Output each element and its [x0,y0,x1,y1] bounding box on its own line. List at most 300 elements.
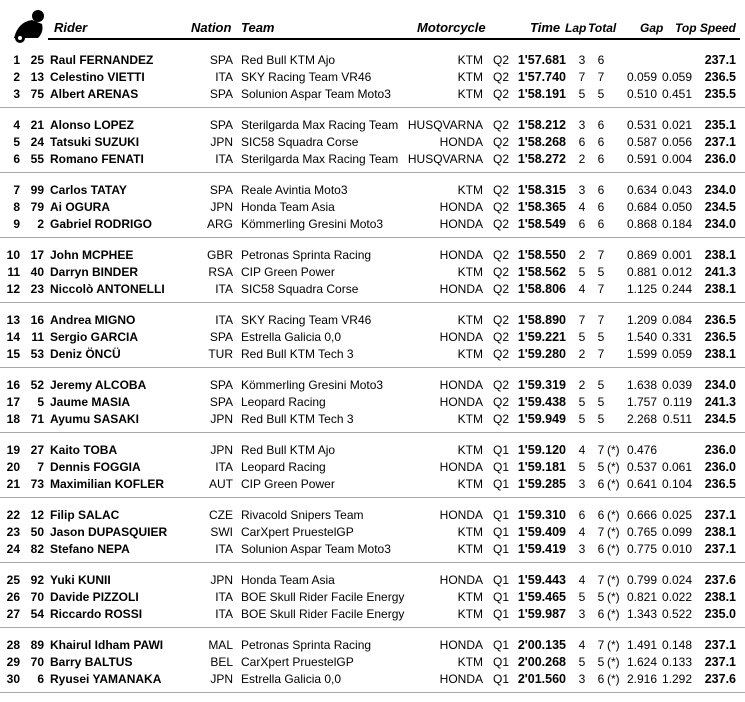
table-row [0,654,745,671]
cell-rider: Maximilian KOFLER [50,477,165,491]
cell-pos: 22 [6,508,20,522]
cell-lap: 6 [578,217,586,231]
cell-nation: JPN [210,672,233,686]
cell-num: 13 [30,70,44,84]
table-row [0,182,745,199]
cell-top-speed: 237.1 [704,508,736,522]
cell-num: 21 [30,118,44,132]
cell-lap: 5 [578,460,586,474]
cell-nation: BEL [210,655,233,669]
cell-top-speed: 241.3 [704,265,736,279]
cell-gap: 1.638 [626,378,657,392]
cell-rider: Gabriel RODRIGO [50,217,153,231]
cell-lap: 3 [578,672,586,686]
cell-total: 7 [597,638,605,652]
cell-gap: 0.869 [626,248,657,262]
table-row [0,524,745,541]
cell-star: (*) [607,542,620,556]
cell-motorcycle: KTM [457,542,483,556]
cell-total: 7 [597,313,605,327]
cell-gap: 0.821 [626,590,657,604]
table-row [0,216,745,233]
cell-total: 7 [597,70,605,84]
table-row [0,442,745,459]
cell-time: 1'59.443 [517,573,566,587]
cell-rider: Filip SALAC [50,508,120,522]
cell-total: 7 [597,525,605,539]
cell-gap: 1.757 [626,395,657,409]
cell-pos: 17 [6,395,20,409]
cell-num: 89 [30,638,44,652]
cell-motorcycle: HONDA [439,378,483,392]
result-group [0,572,745,628]
cell-gap: 0.476 [626,443,657,457]
cell-session: Q1 [493,477,510,491]
cell-team: Estrella Galicia 0,0 [241,672,342,686]
cell-team: Kömmerling Gresini Moto3 [241,378,384,392]
cell-pos: 8 [13,200,20,214]
cell-gap: 0.881 [626,265,657,279]
table-row [0,329,745,346]
cell-team: Leopard Racing [241,395,326,409]
cell-pos: 23 [6,525,20,539]
cell-top-speed: 236.5 [704,477,736,491]
cell-team: Leopard Racing [241,460,326,474]
cell-nation: ITA [215,313,233,327]
cell-rider: Ayumu SASAKI [50,412,139,426]
cell-motorcycle: KTM [457,443,483,457]
cell-num: 55 [30,152,44,166]
cell-num: 40 [30,265,44,279]
cell-rider: Niccolò ANTONELLI [50,282,165,296]
cell-nation: SPA [209,330,233,344]
cell-gap-previous: 0.056 [661,135,692,149]
cell-team: Red Bull KTM Ajo [241,53,336,67]
cell-gap-previous: 0.050 [661,200,692,214]
cell-top-speed: 241.3 [704,395,736,409]
cell-gap-previous: 1.292 [661,672,692,686]
cell-motorcycle: KTM [457,70,483,84]
cell-top-speed: 236.0 [704,443,736,457]
results-table [0,52,745,702]
cell-nation: ITA [215,607,233,621]
cell-pos: 21 [6,477,20,491]
cell-lap: 5 [578,330,586,344]
cell-session: Q2 [493,395,510,409]
cell-team: Rivacold Snipers Team [241,508,364,522]
result-group [0,507,745,563]
table-row [0,411,745,428]
cell-total: 6 [597,542,605,556]
cell-time: 1'59.280 [517,347,566,361]
cell-gap-previous: 0.244 [661,282,692,296]
cell-rider: Jeremy ALCOBA [50,378,147,392]
cell-session: Q1 [493,525,510,539]
cell-gap: 1.491 [626,638,657,652]
cell-num: 7 [37,460,44,474]
cell-pos: 1 [13,53,20,67]
cell-num: 12 [30,508,44,522]
cell-total: 5 [597,655,605,669]
cell-time: 1'59.949 [517,412,566,426]
cell-num: 6 [37,672,44,686]
cell-lap: 5 [578,655,586,669]
cell-star: (*) [607,508,620,522]
cell-total: 6 [597,607,605,621]
cell-lap: 3 [578,53,586,67]
cell-time: 1'59.319 [517,378,566,392]
cell-pos: 4 [13,118,20,132]
cell-team: Solunion Aspar Team Moto3 [241,87,391,101]
cell-motorcycle: HONDA [439,573,483,587]
cell-team: BOE Skull Rider Facile Energy [241,607,405,621]
header-nation: Nation [191,20,232,35]
cell-top-speed: 236.0 [704,460,736,474]
cell-gap-previous: 0.331 [661,330,692,344]
cell-team: Kömmerling Gresini Moto3 [241,217,384,231]
cell-num: 23 [30,282,44,296]
table-row [0,394,745,411]
cell-total: 6 [597,217,605,231]
cell-total: 6 [597,477,605,491]
cell-pos: 9 [13,217,20,231]
cell-total: 6 [597,672,605,686]
cell-gap: 1.209 [626,313,657,327]
cell-team: CarXpert PruestelGP [241,655,354,669]
cell-motorcycle: KTM [457,590,483,604]
cell-total: 6 [597,135,605,149]
cell-motorcycle: HONDA [439,395,483,409]
cell-num: 27 [30,443,44,457]
cell-rider: Alonso LOPEZ [50,118,134,132]
cell-nation: ITA [215,282,233,296]
cell-rider: John MCPHEE [50,248,134,262]
cell-pos: 5 [13,135,20,149]
table-row [0,606,745,623]
cell-gap-previous: 0.021 [661,118,692,132]
cell-gap-previous: 0.010 [661,542,692,556]
cell-top-speed: 238.1 [704,248,736,262]
cell-star: (*) [607,607,620,621]
cell-session: Q2 [493,135,510,149]
cell-team: Sterilgarda Max Racing Team [241,118,399,132]
table-row [0,346,745,363]
cell-pos: 3 [13,87,20,101]
cell-total: 7 [597,248,605,262]
cell-rider: Ryusei YAMANAKA [50,672,162,686]
cell-num: 92 [30,573,44,587]
cell-motorcycle: KTM [457,87,483,101]
cell-star: (*) [607,443,620,457]
cell-team: Red Bull KTM Tech 3 [241,347,354,361]
cell-rider: Jason DUPASQUIER [50,525,168,539]
cell-session: Q2 [493,412,510,426]
cell-top-speed: 234.5 [704,200,736,214]
cell-gap: 0.641 [626,477,657,491]
cell-top-speed: 237.1 [704,135,736,149]
table-row [0,281,745,298]
cell-total: 7 [597,573,605,587]
cell-nation: RSA [208,265,233,279]
cell-gap: 1.599 [626,347,657,361]
cell-rider: Darryn BINDER [50,265,139,279]
cell-session: Q2 [493,87,510,101]
cell-gap-previous: 0.184 [661,217,692,231]
cell-num: 53 [30,347,44,361]
cell-nation: SPA [209,378,233,392]
cell-nation: ARG [206,217,233,231]
cell-gap-previous: 0.061 [661,460,692,474]
cell-rider: Andrea MIGNO [50,313,136,327]
cell-time: 1'59.987 [517,607,566,621]
cell-gap: 1.540 [626,330,657,344]
cell-gap: 1.125 [626,282,657,296]
cell-num: 73 [30,477,44,491]
cell-motorcycle: KTM [457,53,483,67]
cell-top-speed: 236.0 [704,152,736,166]
table-row [0,52,745,69]
cell-pos: 26 [6,590,20,604]
cell-motorcycle: KTM [457,347,483,361]
cell-team: Red Bull KTM Tech 3 [241,412,354,426]
cell-gap-previous: 0.099 [661,525,692,539]
cell-motorcycle: HONDA [439,200,483,214]
result-group [0,637,745,693]
cell-time: 2'01.560 [517,672,566,686]
cell-top-speed: 237.6 [704,672,736,686]
cell-motorcycle: HUSQVARNA [407,152,483,166]
cell-time: 2'00.268 [517,655,566,669]
cell-lap: 4 [578,282,586,296]
cell-time: 1'59.181 [517,460,566,474]
motorcycle-rider-icon [8,8,52,44]
cell-num: 71 [30,412,44,426]
cell-rider: Sergio GARCIA [50,330,139,344]
cell-team: Honda Team Asia [241,200,335,214]
cell-time: 1'59.438 [517,395,566,409]
cell-motorcycle: KTM [457,525,483,539]
cell-star: (*) [607,655,620,669]
cell-gap-previous: 0.043 [661,183,692,197]
cell-team: CIP Green Power [241,477,335,491]
cell-top-speed: 237.1 [704,638,736,652]
table-row [0,541,745,558]
cell-lap: 2 [578,347,586,361]
cell-rider: Jaume MASIA [50,395,131,409]
cell-num: 16 [30,313,44,327]
header-top-speed: Top Speed [675,21,736,35]
cell-top-speed: 236.5 [704,313,736,327]
cell-gap: 0.591 [626,152,657,166]
cell-total: 6 [597,508,605,522]
cell-nation: GBR [206,248,233,262]
cell-total: 5 [597,590,605,604]
result-group [0,312,745,368]
cell-pos: 2 [13,70,20,84]
table-row [0,637,745,654]
cell-session: Q2 [493,53,510,67]
cell-motorcycle: KTM [457,412,483,426]
result-group [0,182,745,238]
cell-pos: 6 [13,152,20,166]
cell-nation: JPN [210,200,233,214]
cell-team: SIC58 Squadra Corse [241,135,359,149]
table-row [0,671,745,688]
header-gap: Gap [640,21,664,35]
header-divider [48,38,740,40]
cell-nation: AUT [209,477,233,491]
cell-top-speed: 236.5 [704,70,736,84]
cell-top-speed: 237.1 [704,655,736,669]
table-row [0,312,745,329]
cell-gap-previous: 0.104 [661,477,692,491]
cell-nation: JPN [210,135,233,149]
cell-team: Red Bull KTM Ajo [241,443,336,457]
cell-rider: Kaito TOBA [50,443,118,457]
cell-num: 54 [30,607,44,621]
cell-pos: 12 [6,282,20,296]
cell-gap: 0.634 [626,183,657,197]
cell-team: SKY Racing Team VR46 [241,313,372,327]
cell-time: 2'00.135 [517,638,566,652]
cell-total: 6 [597,152,605,166]
cell-gap: 0.799 [626,573,657,587]
cell-rider: Celestino VIETTI [50,70,145,84]
cell-top-speed: 237.1 [704,542,736,556]
cell-nation: SPA [209,53,233,67]
cell-gap-previous: 0.025 [661,508,692,522]
cell-pos: 20 [6,460,20,474]
cell-total: 5 [597,378,605,392]
cell-motorcycle: KTM [457,607,483,621]
cell-motorcycle: HONDA [439,508,483,522]
cell-lap: 3 [578,118,586,132]
cell-rider: Raul FERNANDEZ [50,53,154,67]
cell-top-speed: 237.1 [704,53,736,67]
cell-gap-previous: 0.001 [661,248,692,262]
cell-gap: 1.343 [626,607,657,621]
cell-gap-previous: 0.522 [661,607,692,621]
table-row [0,507,745,524]
cell-gap: 0.868 [626,217,657,231]
cell-lap: 4 [578,200,586,214]
cell-top-speed: 234.0 [704,217,736,231]
cell-time: 1'57.740 [517,70,566,84]
cell-time: 1'58.890 [517,313,566,327]
cell-total: 6 [597,118,605,132]
cell-top-speed: 234.5 [704,412,736,426]
cell-gap-previous: 0.004 [661,152,692,166]
table-row [0,86,745,103]
cell-pos: 30 [6,672,20,686]
cell-lap: 2 [578,248,586,262]
cell-num: 5 [37,395,44,409]
cell-total: 5 [597,87,605,101]
cell-lap: 7 [578,313,586,327]
cell-top-speed: 234.0 [704,378,736,392]
cell-motorcycle: HONDA [439,460,483,474]
cell-pos: 13 [6,313,20,327]
cell-num: 79 [30,200,44,214]
cell-gap: 0.775 [626,542,657,556]
header-total: Total [588,21,617,35]
cell-top-speed: 238.1 [704,347,736,361]
cell-lap: 4 [578,525,586,539]
cell-session: Q1 [493,590,510,604]
cell-pos: 25 [6,573,20,587]
cell-motorcycle: KTM [457,183,483,197]
cell-gap: 2.268 [626,412,657,426]
cell-num: 99 [30,183,44,197]
cell-motorcycle: KTM [457,477,483,491]
table-row [0,69,745,86]
cell-motorcycle: KTM [457,313,483,327]
cell-gap-previous: 0.084 [661,313,692,327]
cell-gap: 0.059 [626,70,657,84]
cell-rider: Dennis FOGGIA [50,460,141,474]
cell-gap-previous: 0.012 [661,265,692,279]
cell-num: 17 [30,248,44,262]
cell-gap: 0.666 [626,508,657,522]
cell-lap: 3 [578,542,586,556]
cell-pos: 16 [6,378,20,392]
cell-motorcycle: HONDA [439,248,483,262]
cell-team: Petronas Sprinta Racing [241,638,372,652]
cell-lap: 2 [578,152,586,166]
cell-total: 5 [597,460,605,474]
cell-star: (*) [607,590,620,604]
cell-gap-previous: 0.133 [661,655,692,669]
cell-session: Q2 [493,248,510,262]
cell-pos: 10 [6,248,20,262]
cell-gap: 0.587 [626,135,657,149]
cell-nation: SPA [209,183,233,197]
cell-star: (*) [607,672,620,686]
cell-motorcycle: HONDA [439,135,483,149]
cell-gap: 0.510 [626,87,657,101]
cell-gap: 0.537 [626,460,657,474]
cell-time: 1'59.285 [517,477,566,491]
cell-lap: 5 [578,395,586,409]
cell-num: 82 [30,542,44,556]
cell-gap-previous: 0.039 [661,378,692,392]
cell-time: 1'58.806 [517,282,566,296]
cell-nation: ITA [215,152,233,166]
cell-total: 6 [597,200,605,214]
cell-gap-previous: 0.119 [662,395,692,409]
cell-time: 1'57.681 [517,53,566,67]
cell-nation: JPN [210,443,233,457]
cell-num: 24 [30,135,44,149]
cell-total: 6 [597,53,605,67]
cell-pos: 14 [6,330,20,344]
cell-num: 50 [30,525,44,539]
cell-lap: 6 [578,135,586,149]
cell-rider: Stefano NEPA [50,542,130,556]
cell-pos: 7 [13,183,20,197]
cell-time: 1'58.268 [517,135,566,149]
cell-session: Q1 [493,573,510,587]
cell-star: (*) [607,477,620,491]
cell-time: 1'59.221 [517,330,566,344]
cell-rider: Yuki KUNII [50,573,111,587]
cell-team: Sterilgarda Max Racing Team [241,152,399,166]
cell-motorcycle: HONDA [439,330,483,344]
cell-session: Q1 [493,542,510,556]
cell-session: Q1 [493,638,510,652]
cell-time: 1'59.409 [517,525,566,539]
cell-pos: 28 [6,638,20,652]
